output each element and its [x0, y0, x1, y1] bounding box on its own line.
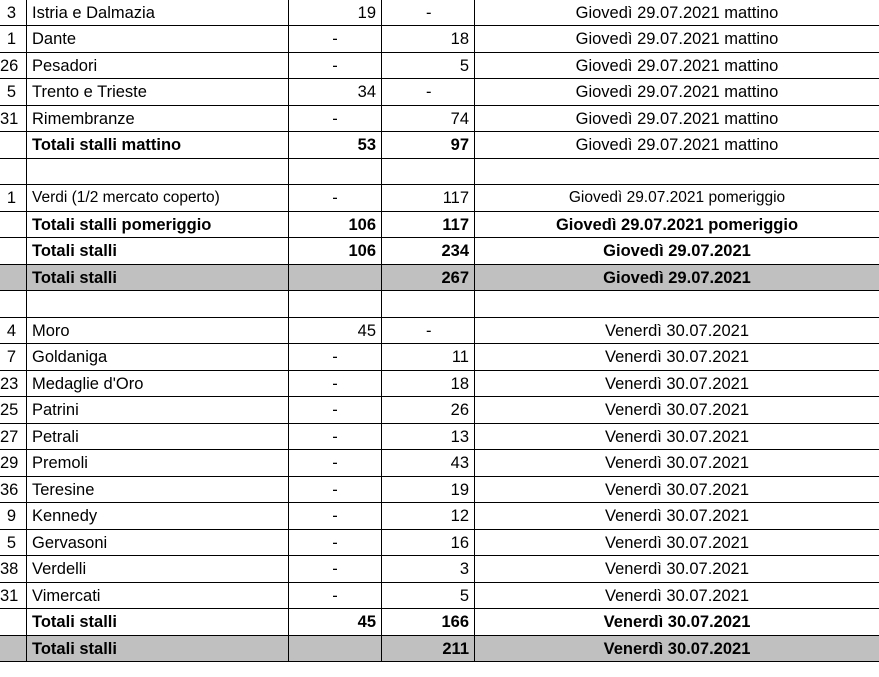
cell-stalls-b[interactable]: 74	[382, 106, 475, 132]
table-row	[0, 530, 879, 557]
cell-number[interactable]: 7	[0, 344, 27, 370]
cell-number[interactable]: 5	[0, 79, 27, 105]
table-row	[0, 26, 879, 53]
cell-date[interactable]: Giovedì 29.07.2021 mattino	[575, 30, 779, 48]
cell-date[interactable]: Venerdì 30.07.2021	[604, 533, 750, 552]
cell-number[interactable]	[0, 238, 27, 264]
cell-stalls-a[interactable]: -	[289, 344, 382, 370]
cell-number[interactable]	[0, 265, 27, 291]
cell-number[interactable]: 1	[0, 185, 27, 211]
cell-stalls-a[interactable]: -	[289, 26, 382, 52]
cell-date[interactable]: Giovedì 29.07.2021 pomeriggio	[568, 189, 786, 206]
cell-location[interactable]: Kennedy	[27, 503, 289, 529]
cell-stalls-b[interactable]: 234	[382, 238, 475, 264]
table-row	[0, 79, 879, 106]
table-row	[0, 556, 879, 583]
cell-number[interactable]: 9	[0, 503, 27, 529]
cell-date[interactable]: Venerdì 30.07.2021	[604, 507, 750, 525]
cell-stalls-a[interactable]: -	[289, 185, 382, 211]
cell-stalls-b[interactable]: 43	[382, 450, 475, 476]
cell-number[interactable]	[0, 132, 27, 158]
cell-stalls-a[interactable]: 53	[289, 132, 382, 158]
cell-stalls-a[interactable]	[289, 265, 382, 291]
cell-number[interactable]: 38	[0, 556, 27, 582]
cell-stalls-b[interactable]: 117	[382, 212, 475, 238]
cell-location[interactable]: Medaglie d'Oro	[27, 371, 289, 397]
cell-location[interactable]: Moro	[27, 318, 289, 344]
cell-stalls-b[interactable]: 5	[382, 583, 475, 609]
total-row	[0, 132, 879, 159]
cell-number[interactable]	[0, 291, 27, 317]
cell-location[interactable]: Patrini	[27, 397, 289, 423]
cell-date[interactable]: Giovedì 29.07.2021 mattino	[575, 83, 779, 101]
cell-location[interactable]: Dante	[27, 26, 289, 52]
cell-stalls-b[interactable]: 12	[382, 503, 475, 529]
table-row	[0, 371, 879, 398]
table-row	[0, 477, 879, 504]
cell-stalls-a[interactable]: -	[289, 53, 382, 79]
table-row	[0, 0, 879, 26]
table-row	[0, 106, 879, 133]
cell-stalls-a[interactable]: 34	[289, 79, 382, 105]
cell-stalls-a[interactable]: -	[289, 424, 382, 450]
cell-date[interactable]: Venerdì 30.07.2021	[604, 454, 750, 472]
spacer-row	[0, 291, 879, 318]
cell-stalls-b[interactable]: -	[382, 79, 475, 105]
cell-location[interactable]	[27, 159, 289, 185]
cell-location[interactable]: Rimembranze	[27, 106, 289, 132]
cell-number[interactable]: 23	[0, 371, 27, 397]
cell-number[interactable]	[0, 636, 27, 662]
cell-date[interactable]: Giovedì 29.07.2021 pomeriggio	[555, 215, 799, 234]
cell-stalls-a[interactable]	[289, 159, 382, 185]
cell-stalls-b[interactable]: 19	[382, 477, 475, 503]
cell-stalls-a[interactable]	[289, 636, 382, 662]
cell-location[interactable]: Goldaniga	[27, 344, 289, 370]
cell-stalls-b[interactable]: 18	[382, 26, 475, 52]
cell-date[interactable]: Venerdì 30.07.2021	[604, 348, 750, 366]
cell-date[interactable]: Giovedì 29.07.2021 mattino	[575, 3, 779, 22]
cell-number[interactable]	[0, 609, 27, 635]
cell-location[interactable]: Verdi (1/2 mercato coperto)	[27, 185, 289, 211]
cell-date[interactable]: Giovedì 29.07.2021 mattino	[575, 56, 779, 75]
cell-location[interactable]: Totali stalli mattino	[27, 132, 289, 158]
table-row	[0, 53, 879, 80]
cell-date[interactable]: Giovedì 29.07.2021	[603, 242, 751, 260]
cell-location[interactable]: Trento e Trieste	[27, 79, 289, 105]
cell-stalls-a[interactable]: -	[289, 106, 382, 132]
cell-stalls-b[interactable]: 166	[382, 609, 475, 635]
cell-location[interactable]: Totali stalli	[27, 238, 289, 264]
cell-stalls-a[interactable]: -	[289, 503, 382, 529]
cell-stalls-b[interactable]	[382, 159, 475, 185]
grand-total-row	[0, 636, 879, 663]
cell-stalls-b[interactable]: 18	[382, 371, 475, 397]
cell-location[interactable]: Gervasoni	[27, 530, 289, 556]
cell-stalls-b[interactable]: 5	[382, 53, 475, 79]
cell-date[interactable]: Venerdì 30.07.2021	[604, 401, 750, 419]
cell-stalls-a[interactable]: 19	[289, 0, 382, 25]
cell-number[interactable]: 31	[0, 106, 27, 132]
table-row	[0, 397, 879, 424]
total-row	[0, 238, 879, 265]
spacer-row	[0, 159, 879, 186]
cell-location[interactable]: Teresine	[27, 477, 289, 503]
cell-number[interactable]: 31	[0, 583, 27, 609]
cell-location[interactable]	[27, 291, 289, 317]
cell-stalls-b[interactable]	[382, 291, 475, 317]
cell-stalls-a[interactable]: -	[289, 556, 382, 582]
cell-location[interactable]: Istria e Dalmazia	[27, 0, 289, 25]
table-row	[0, 318, 879, 345]
table-row	[0, 424, 879, 451]
total-row	[0, 609, 879, 636]
cell-location[interactable]: Premoli	[27, 450, 289, 476]
cell-location[interactable]: Pesadori	[27, 53, 289, 79]
table-row	[0, 450, 879, 477]
cell-number[interactable]: 26	[0, 53, 27, 79]
cell-stalls-b[interactable]: 3	[382, 556, 475, 582]
cell-date[interactable]	[475, 291, 879, 317]
table-row	[0, 185, 879, 212]
cell-number[interactable]	[0, 212, 27, 238]
cell-stalls-a[interactable]: 45	[289, 609, 382, 635]
cell-stalls-a[interactable]: -	[289, 371, 382, 397]
table-row	[0, 583, 879, 610]
cell-stalls-b[interactable]: 26	[382, 397, 475, 423]
cell-stalls-a[interactable]: 106	[289, 238, 382, 264]
cell-number[interactable]: 27	[0, 424, 27, 450]
cell-stalls-b[interactable]: 13	[382, 424, 475, 450]
cell-date[interactable]: Venerdì 30.07.2021	[603, 613, 751, 631]
cell-date[interactable]: Venerdì 30.07.2021	[604, 480, 750, 499]
cell-stalls-a[interactable]: -	[289, 530, 382, 556]
cell-stalls-a[interactable]: -	[289, 397, 382, 423]
cell-stalls-b[interactable]: -	[382, 0, 475, 25]
cell-date[interactable]	[475, 159, 879, 185]
cell-date[interactable]: Venerdì 30.07.2021	[604, 427, 750, 446]
table-row	[0, 344, 879, 371]
cell-stalls-b[interactable]: 11	[382, 344, 475, 370]
cell-stalls-b[interactable]: 267	[382, 265, 475, 291]
table-row	[0, 503, 879, 530]
cell-location[interactable]: Totali stalli	[27, 609, 289, 635]
cell-date[interactable]: Venerdì 30.07.2021	[604, 586, 750, 605]
cell-date[interactable]: Venerdì 30.07.2021	[604, 321, 750, 340]
cell-date[interactable]: Giovedì 29.07.2021	[603, 268, 751, 287]
cell-stalls-b[interactable]: 97	[382, 132, 475, 158]
cell-number[interactable]: 25	[0, 397, 27, 423]
cell-stalls-a[interactable]: 45	[289, 318, 382, 344]
cell-date[interactable]: Venerdì 30.07.2021	[604, 374, 750, 393]
total-row	[0, 212, 879, 239]
cell-date[interactable]: Venerdì 30.07.2021	[604, 560, 750, 578]
cell-number[interactable]: 4	[0, 318, 27, 344]
cell-number[interactable]: 5	[0, 530, 27, 556]
cell-stalls-a[interactable]: 106	[289, 212, 382, 238]
cell-stalls-b[interactable]: 117	[382, 185, 475, 211]
cell-location[interactable]: Petrali	[27, 424, 289, 450]
cell-date[interactable]: Giovedì 29.07.2021 mattino	[575, 136, 779, 154]
cell-stalls-b[interactable]: -	[382, 318, 475, 344]
cell-number[interactable]: 29	[0, 450, 27, 476]
cell-location[interactable]: Verdelli	[27, 556, 289, 582]
cell-stalls-b[interactable]: 211	[382, 636, 475, 662]
cell-stalls-b[interactable]: 16	[382, 530, 475, 556]
cell-location[interactable]: Totali stalli	[27, 636, 289, 662]
cell-stalls-a[interactable]	[289, 291, 382, 317]
cell-date[interactable]: Venerdì 30.07.2021	[603, 639, 751, 658]
cell-date[interactable]: Giovedì 29.07.2021 mattino	[575, 109, 779, 128]
cell-number[interactable]	[0, 159, 27, 185]
cell-location[interactable]: Totali stalli	[27, 265, 289, 291]
cell-stalls-a[interactable]: -	[289, 477, 382, 503]
grand-total-row	[0, 265, 879, 292]
cell-location[interactable]: Totali stalli pomeriggio	[27, 212, 289, 238]
cell-number[interactable]: 3	[0, 0, 27, 25]
cell-location[interactable]: Vimercati	[27, 583, 289, 609]
cell-stalls-a[interactable]: -	[289, 450, 382, 476]
cell-number[interactable]: 36	[0, 477, 27, 503]
cell-number[interactable]: 1	[0, 26, 27, 52]
cell-stalls-a[interactable]: -	[289, 583, 382, 609]
